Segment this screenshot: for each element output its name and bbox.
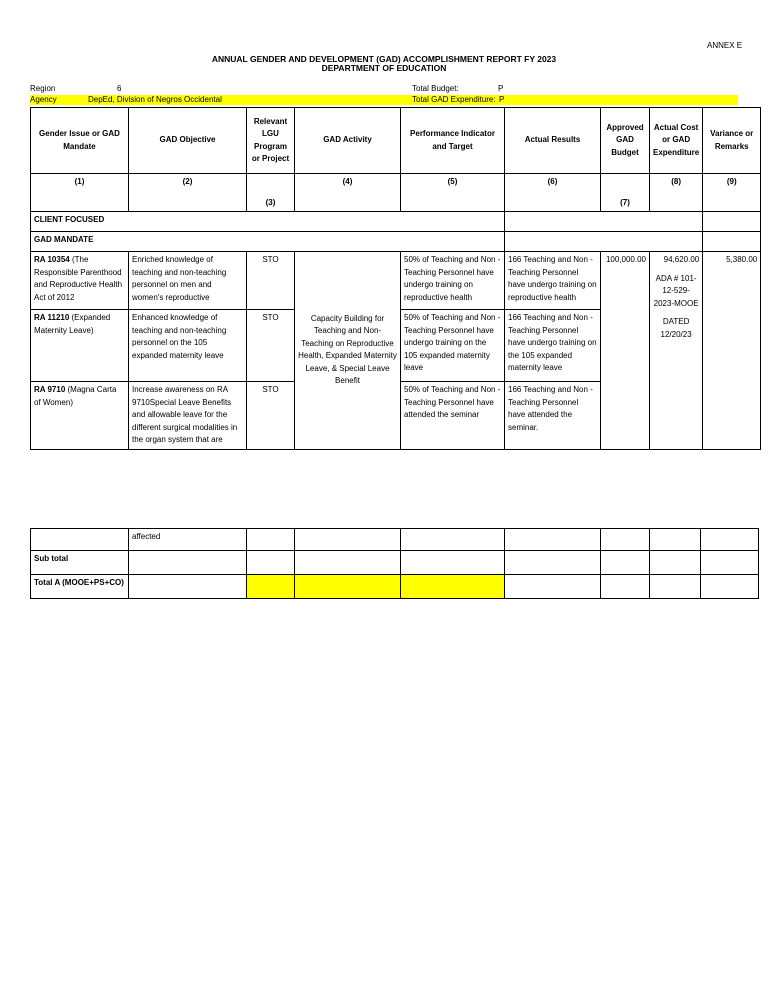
program-cell: STO xyxy=(247,252,295,310)
total-highlight-cell xyxy=(295,575,401,599)
section-mandate-row xyxy=(31,232,761,252)
col-number-9: (9) xyxy=(703,174,761,212)
header-indicator: Performance Indicator and Target xyxy=(401,108,505,174)
col-number-4: (4) xyxy=(295,174,401,212)
mandate-cell: RA 11210 (Expanded Maternity Leave) xyxy=(31,310,129,382)
gad-report-table-continued xyxy=(30,528,759,599)
actual-cost-value: 94,620.00 xyxy=(663,255,700,264)
header-approved-budget: Approved GAD Budget xyxy=(601,108,650,174)
actual-cost-cell xyxy=(650,252,703,450)
program-cell: STO xyxy=(247,310,295,382)
header-results: Actual Results xyxy=(505,108,601,174)
objective-continued-cell: affected xyxy=(129,529,247,551)
section-client-focused: CLIENT FOCUSED xyxy=(31,212,505,232)
mandate-cell: RA 9710 (Magna Carta of Women) xyxy=(31,382,129,450)
col-number-2: (2) xyxy=(129,174,247,212)
header-row xyxy=(31,108,761,174)
objective-cell: Enhanced knowledge of teaching and non-teaching personnel on the 105 expanded maternity leave xyxy=(129,310,247,382)
region-label: Region xyxy=(30,84,56,93)
col-number-8: (8) xyxy=(650,174,703,212)
result-cell: 166 Teaching and Non - Teaching Personnel have undergo training on reproductive health xyxy=(505,252,601,310)
total-highlight-cell xyxy=(401,575,505,599)
col-number-1: (1) xyxy=(31,174,129,212)
header-mandate: Gender Issue or GAD Mandate xyxy=(31,108,129,174)
total-highlight-cell xyxy=(247,575,295,599)
objective-cell: Enriched knowledge of teaching and non-teaching personnel on men and women's reproductive xyxy=(129,252,247,310)
total-expenditure-value: P xyxy=(499,95,505,104)
agency-value: DepEd, Division of Negros Occidental xyxy=(88,95,222,104)
header-program: Relevant LGU Program or Project xyxy=(247,108,295,174)
column-number-row xyxy=(31,174,761,212)
result-cell: 166 Teaching and Non - Teaching Personnel have undergo training on the 105 expanded maternity leave xyxy=(505,310,601,382)
region-value: 6 xyxy=(117,84,122,93)
approved-budget-cell: 100,000.00 xyxy=(601,252,650,450)
variance-cell: 5,380.00 xyxy=(703,252,761,450)
indicator-cell: 50% of Teaching and Non -Teaching Personnel have undergo training on reproductive health xyxy=(401,252,505,310)
col-number-5: (5) xyxy=(401,174,505,212)
section-gad-mandate: GAD MANDATE xyxy=(31,232,505,252)
program-cell: STO xyxy=(247,382,295,450)
result-cell: 166 Teaching and Non - Teaching Personnel have attended the seminar. xyxy=(505,382,601,450)
header-objective: GAD Objective xyxy=(129,108,247,174)
report-title: ANNUAL GENDER AND DEVELOPMENT (GAD) ACCOMPLISHMENT REPORT FY 2023 xyxy=(211,54,557,64)
header-variance: Variance or Remarks xyxy=(703,108,761,174)
section-client-row xyxy=(31,212,761,232)
report-subtitle: DEPARTMENT OF EDUCATION xyxy=(321,63,447,73)
dated-value: DATED 12/20/23 xyxy=(660,317,692,339)
mandate-cell: RA 10354 (The Responsible Parenthood and Reproductive Health Act of 2012 xyxy=(31,252,129,310)
table-row xyxy=(31,252,761,310)
subtotal-label: Sub total xyxy=(31,551,129,575)
activity-cell: Capacity Building for Teaching and Non-Teaching on Reproductive Health, Expanded Maternity Leave, & Special Leave Benefit xyxy=(295,252,401,450)
ada-reference: ADA # 101-12-529-2023-MOOE xyxy=(653,273,699,308)
total-budget-value: P xyxy=(498,84,504,93)
col-number-3: (3) xyxy=(247,174,295,212)
header-activity: GAD Activity xyxy=(295,108,401,174)
col-number-6: (6) xyxy=(505,174,601,212)
agency-label: Agency xyxy=(30,95,57,104)
indicator-cell: 50% of Teaching and Non -Teaching Personnel have undergo training on the 105 expanded maternity leave xyxy=(401,310,505,382)
subtotal-row xyxy=(31,551,759,575)
total-expenditure-label: Total GAD Expenditure: xyxy=(412,95,496,104)
total-row xyxy=(31,575,759,599)
total-label: Total A (MOOE+PS+CO) xyxy=(31,575,129,599)
gad-report-table xyxy=(30,107,761,450)
header-actual-cost: Actual Cost or GAD Expenditure xyxy=(650,108,703,174)
annex-label: ANNEX E xyxy=(707,41,743,50)
indicator-cell: 50% of Teaching and Non -Teaching Personnel have attended the seminar xyxy=(401,382,505,450)
col-number-7: (7) xyxy=(601,174,650,212)
table-row xyxy=(31,529,759,551)
objective-cell: Increase awareness on RA 9710Special Leave Benefits and allowable leave for the different surgical modalities in the organ system that are xyxy=(129,382,247,450)
total-budget-label: Total Budget: xyxy=(412,84,459,93)
